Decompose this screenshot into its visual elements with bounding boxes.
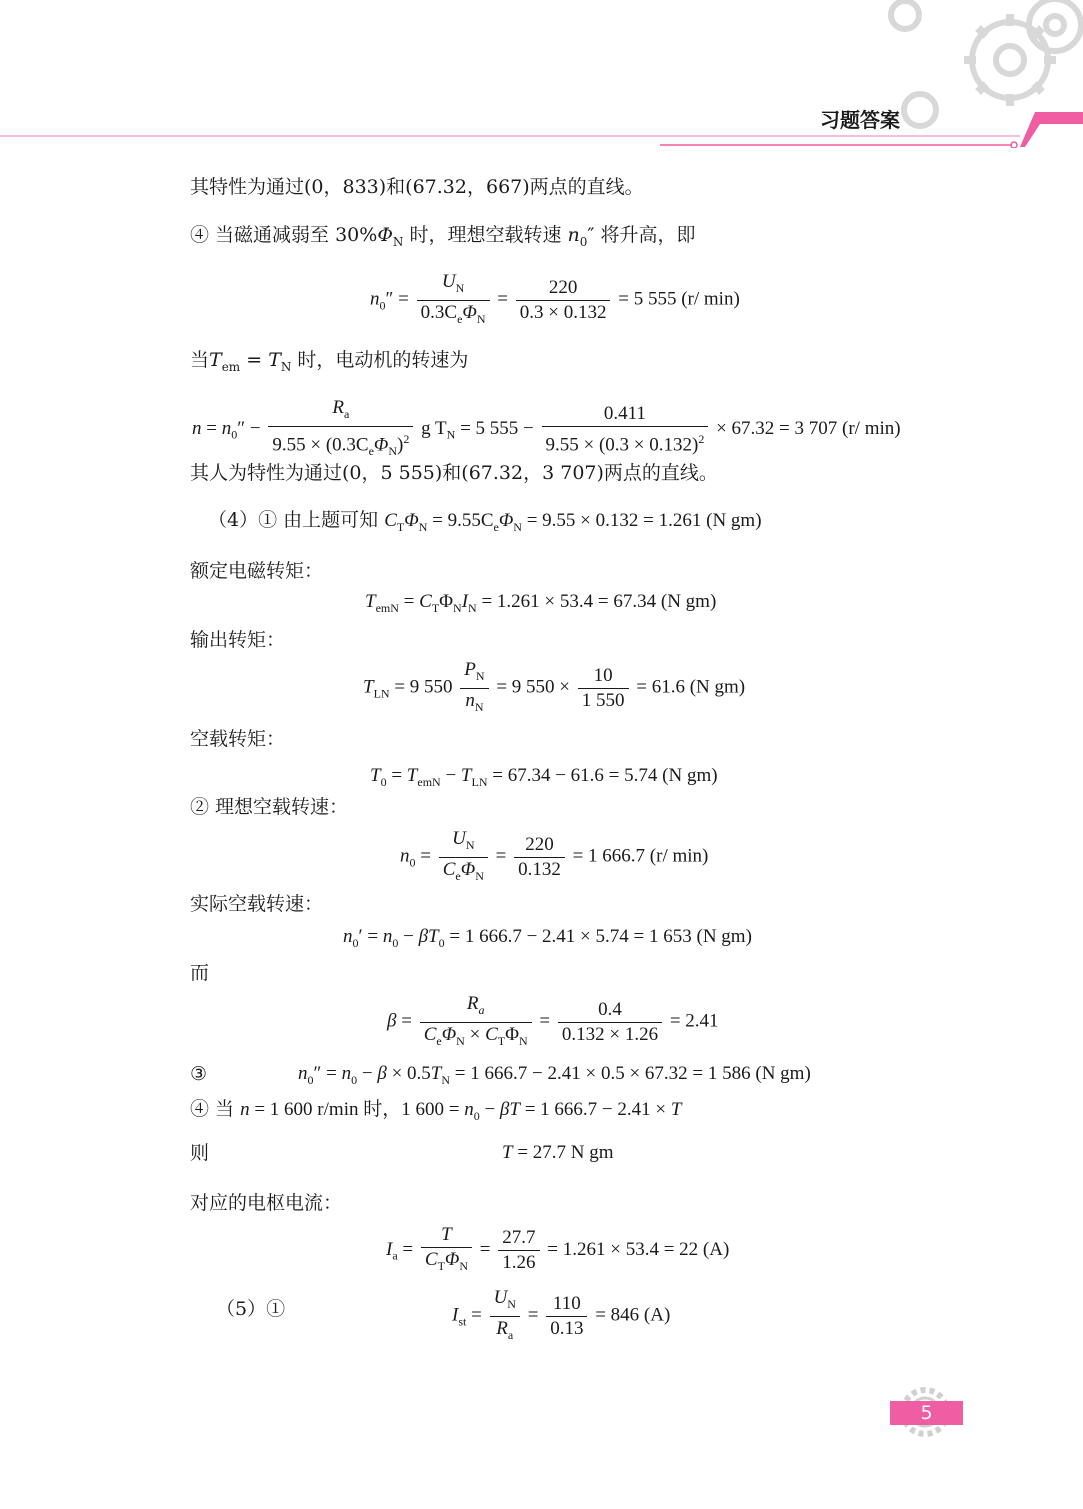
eq2-result: × 67.32 = 3 707 (r/ min) [716, 417, 901, 439]
eq2-den1: 9.55 × (0.3C [272, 434, 369, 456]
eq4-mid: = 9 550 × [496, 676, 571, 698]
eq12-num2: 110 [546, 1292, 587, 1317]
equation-motor-speed: $n = n_0''$ − $\frac{R_a}{9.55 \times (0.3C_e\Phi_N)^2}$ g $T_N = 5$ 555 − $\frac{0.411}{9.55 \times (0.3 \times 0.132)^2}$ × 67.32 = 3 707 (r/ min) [192, 397, 901, 458]
label-ideal-noload-speed: ② 理想空载转速： [190, 796, 349, 818]
eq2-num1: R [332, 397, 344, 418]
equation-t0: $T_0 = T_{emN} - T_{LN} = 67.34 - 61.6 = 5.74$ (N gm) [370, 765, 718, 789]
item4-post: = 1 666.7 − 2.41 × [524, 1099, 667, 1120]
equation-tln: $T_{LN} = 9$ 550 $\frac{P_N}{n_N}$ = 9 550 × $\frac{10}{1 550}$ = 61.6 (N gm) [363, 659, 746, 714]
eq2-den2: 9.55 × (0.3 × 0.132) [545, 434, 699, 456]
equation-beta: β = $\frac{R_a}{C_e\Phi_N \times C_T\Phi_N}$ = $\frac{0.4}{0.132 \times 1.26}$ = 2.41 [387, 993, 719, 1048]
label-rated-torque: 额定电磁转矩： [190, 560, 324, 582]
eq1-den1: 0.3C [420, 301, 458, 323]
eq1-num1: U [441, 271, 456, 292]
eq1-num2: 220 [516, 276, 611, 301]
line-characteristic-2: 其人为特性为通过(0，5 555)和(67.32，3 707)两点的直线。 [190, 462, 718, 484]
equation-ia: $I_a$ = $\frac{T}{C_T\Phi_N}$ = $\frac{27.7}{1.26}$ = 1.261 × 53.4 = 22 (A) [386, 1224, 730, 1273]
eq3-result: = 1.261 × 53.4 = 67.34 (N gm) [481, 591, 717, 612]
eq11-den2: 1.26 [502, 1251, 536, 1273]
equation-n0: $n_0$ = $\frac{U_N}{C_e\Phi_N}$ = $\frac{220}{0.132}$ = 1 666.7 (r/ min) [400, 828, 709, 883]
eq4-den2: 1 550 [581, 689, 625, 711]
eq2-num2: 0.411 [542, 402, 709, 427]
eq2-mid: g T [421, 417, 447, 439]
flux-weaken-pre: ④ 当磁通减弱至 30% [190, 224, 378, 246]
line-flux-weaken: ④ 当磁通减弱至 $30\%\Phi_N$ 时，理想空载转速 $n_0''$ 将升高，即 [190, 224, 696, 249]
eq12-result: = 846 (A) [595, 1304, 671, 1326]
line-characteristic-1: 其特性为通过(0，833)和(67.32，667)两点的直线。 [190, 176, 644, 198]
label-noload-torque: 空载转矩： [190, 728, 286, 750]
flux-weaken-post: 将升高，即 [600, 224, 696, 246]
label-item3: ③ [190, 1063, 208, 1085]
eq6-result: = 1 666.7 (r/ min) [572, 845, 709, 867]
item4-mid: = 1 600 r/min 时，1 600 = [254, 1099, 460, 1120]
equation-n0-prime: $n_0' = n_0 - \beta T_0 = 1$ 666.7 − 2.41 × 5.74 = 1 653 (N gm) [343, 926, 752, 950]
line-tem-equals-tn: 当$T_{em} = T_N$ 时，电动机的转速为 [190, 349, 469, 374]
eq12-den2: 0.13 [550, 1317, 584, 1339]
label-armature-current: 对应的电枢电流： [190, 1192, 343, 1214]
line-part4-1: （4）① 由上题可知 $C_T\Phi_N = 9.55C_e\Phi_N = 9.55 \times 0.132 = 1.261$ (N gm) [208, 509, 762, 534]
line-item4: ④ 当 n = 1 600 r/min 时，1 $600 = n_0 - \beta T = 1$ 666.7 − 2.41 × T [190, 1098, 682, 1123]
eq9-result: = 1 666.7 − 2.41 × 0.5 × 67.32 = 1 586 (N gm) [454, 1063, 811, 1084]
eq1-den2: 0.3 × 0.132 [519, 301, 607, 323]
eq8-den2: 0.132 × 1.26 [561, 1023, 659, 1045]
eq2-val: = 5 555 − [460, 417, 534, 439]
eq8-result: = 2.41 [669, 1010, 719, 1032]
eq5-result: = 67.34 − 61.6 = 5.74 (N gm) [492, 765, 718, 786]
eq6-num2: 220 [514, 833, 565, 858]
tem-pre: 当 [190, 349, 210, 371]
label-output-torque: 输出转矩： [190, 629, 286, 651]
page-number: 5 [890, 1401, 963, 1425]
label-actual-noload-speed: 实际空载转速： [190, 893, 324, 915]
equation-t: T = 27.7 N gm [502, 1142, 614, 1163]
eq4-num2: 10 [578, 664, 629, 689]
label-part5: （5）① [216, 1298, 286, 1320]
part4-eq: = 9.55C [432, 510, 494, 531]
item4-pre: ④ 当 [190, 1098, 235, 1120]
eq11-num2: 27.7 [498, 1226, 539, 1251]
eq11-result: = 1.261 × 53.4 = 22 (A) [547, 1238, 730, 1260]
label-then: 则 [190, 1142, 210, 1164]
eq8-num2: 0.4 [558, 998, 662, 1023]
eq7-result: = 1 666.7 − 2.41 × 5.74 = 1 653 (N gm) [449, 926, 752, 947]
equation-ist: $I_{st}$ = $\frac{U_N}{R_a}$ = $\frac{110}{0.13}$ = 846 (A) [452, 1287, 671, 1342]
flux-weaken-mid: 时，理想空载转速 [409, 224, 562, 246]
eq6-den2: 0.132 [518, 858, 561, 880]
eq4-pre: = 9 550 [394, 676, 453, 698]
eq10-result: = 27.7 N gm [517, 1142, 614, 1163]
header-rule [0, 128, 1083, 148]
equation-temn: $T_{emN} = C_T\Phi_NI_N = 1.261 \times 53.4 = 67.34$ (N gm) [365, 591, 717, 615]
equation-n0-double-prime-2: $n_0'' = n_0 - \beta \times 0.5T_N = 1$ 666.7 − 2.41 × 0.5 × 67.32 = 1 586 (N gm) [298, 1063, 811, 1087]
part4-eq2: = 9.55 × 0.132 = 1.261 (N gm) [526, 510, 762, 531]
label-and: 而 [190, 962, 210, 984]
part4-pre: （4）① 由上题可知 [208, 509, 379, 531]
tem-post: 时，电动机的转速为 [297, 349, 469, 371]
eq1-result: = 5 555 (r/ min) [618, 288, 740, 310]
equation-n0-double-prime: $n_0''$ = $\frac{U_N}{0.3C_e\Phi_N}$ = $\frac{220}{0.3 \times 0.132}$ = 5 555 (r/ min) [370, 271, 740, 326]
eq4-result: = 61.6 (N gm) [636, 676, 746, 698]
header-title: 习题答案 [820, 108, 900, 132]
